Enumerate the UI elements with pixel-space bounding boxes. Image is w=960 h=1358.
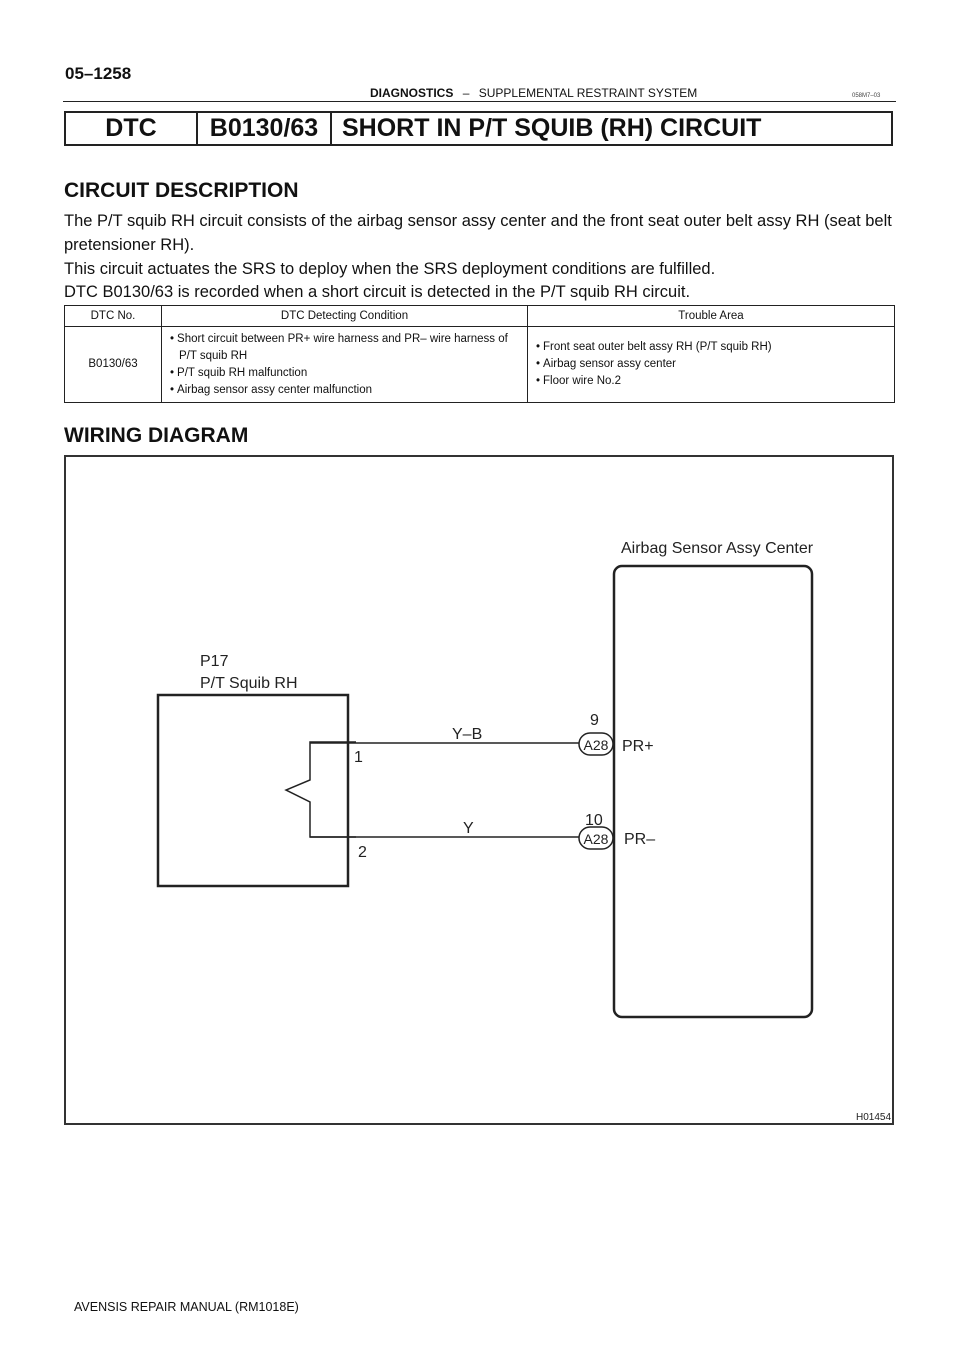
column-header-trouble-area: Trouble Area <box>528 306 895 327</box>
wiring-diagram-svg <box>66 457 892 1123</box>
trouble-area-item: • Front seat outer belt assy RH (P/T squib RH) <box>534 339 888 356</box>
trouble-area-item: • Floor wire No.2 <box>534 373 888 390</box>
condition-item: • Short circuit between PR+ wire harness and PR– wire harness of P/T squib RH <box>168 331 521 365</box>
terminal-pr-plus: PR+ <box>622 738 654 755</box>
footer-text: AVENSIS REPAIR MANUAL (RM1018E) <box>74 1300 299 1314</box>
squib-component-box <box>158 695 348 886</box>
dtc-code: B0130/63 <box>198 113 332 144</box>
dtc-number-cell: B0130/63 <box>65 327 162 403</box>
airbag-sensor-label: Airbag Sensor Assy Center <box>621 540 814 557</box>
header-section: DIAGNOSTICS <box>370 86 454 100</box>
header-subsection: SUPPLEMENTAL RESTRAINT SYSTEM <box>478 86 698 100</box>
header-separator: – <box>462 86 470 100</box>
column-header-dtc-no: DTC No. <box>65 306 162 327</box>
circuit-description-paragraph-3: DTC B0130/63 is recorded when a short circuit is detected in the P/T squib RH circuit. <box>64 283 691 301</box>
condition-item: • P/T squib RH malfunction <box>168 365 521 382</box>
circuit-description-heading: CIRCUIT DESCRIPTION <box>64 179 299 202</box>
condition-item: • Airbag sensor assy center malfunction <box>168 382 521 399</box>
wiring-diagram-heading: WIRING DIAGRAM <box>64 424 249 447</box>
squib-pin-1: 1 <box>354 749 363 766</box>
connector-label: A28 <box>583 831 609 847</box>
running-header <box>370 86 697 100</box>
column-header-detecting-condition: DTC Detecting Condition <box>162 306 528 327</box>
trouble-area-item: • Airbag sensor assy center <box>534 356 888 373</box>
connector-pin-10: 10 <box>585 812 603 829</box>
dtc-title: SHORT IN P/T SQUIB (RH) CIRCUIT <box>342 114 762 142</box>
connector-label: A28 <box>583 737 609 753</box>
header-rule <box>63 101 896 102</box>
squib-code-label: P17 <box>200 653 229 670</box>
figure-id: H01454 <box>856 1112 892 1123</box>
detecting-condition-cell <box>162 327 528 403</box>
squib-symbol <box>286 742 356 837</box>
wire-color-label-y-b: Y–B <box>452 726 483 743</box>
squib-name-label: P/T Squib RH <box>200 675 298 692</box>
airbag-sensor-box <box>614 566 812 1017</box>
page-number: 05–1258 <box>65 64 132 83</box>
dtc-label: DTC <box>66 113 198 144</box>
terminal-pr-minus: PR– <box>624 831 656 848</box>
circuit-description-paragraph-1: The P/T squib RH circuit consists of the airbag sensor assy center and the front seat outer belt assy RH (seat belt pretensioner RH). <box>64 212 892 254</box>
connector-pin-9: 9 <box>590 712 599 729</box>
dtc-title-box <box>64 111 893 146</box>
squib-pin-2: 2 <box>358 844 367 861</box>
dtc-table-header-row <box>65 306 895 327</box>
circuit-description-paragraph-2: This circuit actuates the SRS to deploy when the SRS deployment conditions are fulfilled. <box>64 260 716 278</box>
table-row <box>65 327 895 403</box>
wiring-diagram-frame <box>64 455 894 1125</box>
wire-color-label-y: Y <box>463 820 474 837</box>
document-code: 058M7–03 <box>852 93 881 99</box>
dtc-table <box>64 305 895 403</box>
trouble-area-cell <box>528 327 895 403</box>
